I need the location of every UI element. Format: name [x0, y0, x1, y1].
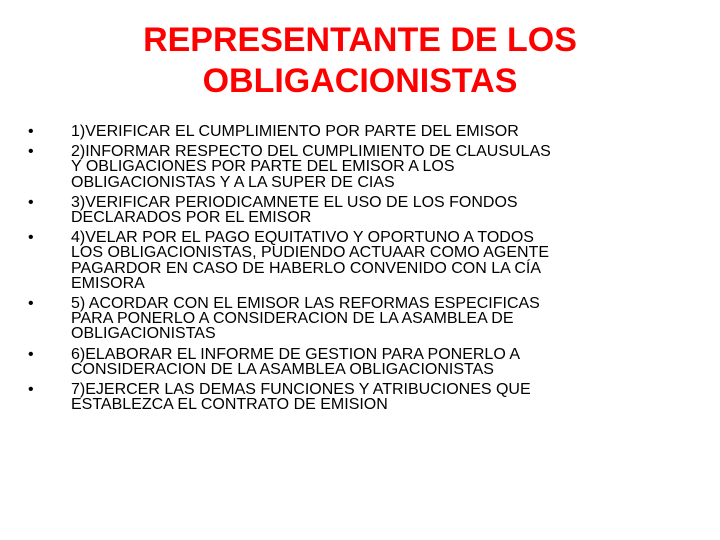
bullet-item: [28, 124, 688, 139]
slide-title-line: OBLIGACIONISTAS: [202, 62, 518, 100]
bullet-text-line: OBLIGACIONISTAS Y A LA SUPER DE CIAS: [71, 173, 395, 191]
bullet-text-line: OBLIGACIONISTAS: [71, 325, 216, 343]
bullet-text-line: 7)EJERCER LAS DEMAS FUNCIONES Y ATRIBUCIONES QUE: [71, 381, 531, 399]
slide-title: [40, 20, 680, 102]
bullet-text-line: EMISORA: [71, 274, 145, 292]
bullet-item: [28, 195, 688, 225]
bullet-text-line: 6)ELABORAR EL INFORME DE GESTION PARA PONERLO A: [71, 345, 520, 363]
bullet-text-line: PAGARDOR EN CASO DE HABERLO CONVENIDO CON LA CÍA: [71, 259, 542, 277]
bullet-item: [28, 347, 688, 377]
bullet-text-line: 1)VERIFICAR EL CUMPLIMIENTO POR PARTE DEL EMISOR: [71, 123, 519, 140]
bullet-icon: •: [28, 143, 34, 161]
bullet-item: [28, 144, 688, 190]
bullet-icon: •: [28, 229, 34, 247]
bullet-text-line: Y OBLIGACIONES POR PARTE DEL EMISOR A LOS: [71, 158, 455, 176]
bullet-list: [28, 124, 688, 417]
bullet-icon: •: [28, 123, 34, 140]
bullet-text-line: 5) ACORDAR CON EL EMISOR LAS REFORMAS ESPECIFICAS: [71, 295, 540, 313]
bullet-text-line: 3)VERIFICAR PERIODICAMNETE EL USO DE LOS FONDOS: [71, 193, 518, 211]
bullet-text-line: PARA PONERLO A CONSIDERACION DE LA ASAMBLEA DE: [71, 310, 514, 328]
bullet-icon: •: [28, 193, 34, 211]
bullet-text-line: DECLARADOS POR EL EMISOR: [71, 209, 312, 227]
bullet-text-line: ESTABLEZCA EL CONTRATO DE EMISION: [71, 396, 388, 414]
bullet-text-line: LOS OBLIGACIONISTAS, PUDIENDO ACTUAAR COMO AGENTE: [71, 244, 550, 262]
bullet-icon: •: [28, 345, 34, 363]
bullet-item: [28, 382, 688, 412]
bullet-text-line: CONSIDERACION DE LA ASAMBLEA OBLIGACIONISTAS: [71, 360, 494, 378]
bullet-icon: •: [28, 381, 34, 399]
bullet-item: [28, 230, 688, 291]
bullet-icon: •: [28, 295, 34, 313]
bullet-text-line: 2)INFORMAR RESPECTO DEL CUMPLIMIENTO DE CLAUSULAS: [71, 143, 551, 161]
bullet-item: [28, 296, 688, 342]
bullet-text-line: 4)VELAR POR EL PAGO EQUITATIVO Y OPORTUNO A TODOS: [71, 229, 534, 247]
slide-title-line: REPRESENTANTE DE LOS: [143, 21, 577, 59]
